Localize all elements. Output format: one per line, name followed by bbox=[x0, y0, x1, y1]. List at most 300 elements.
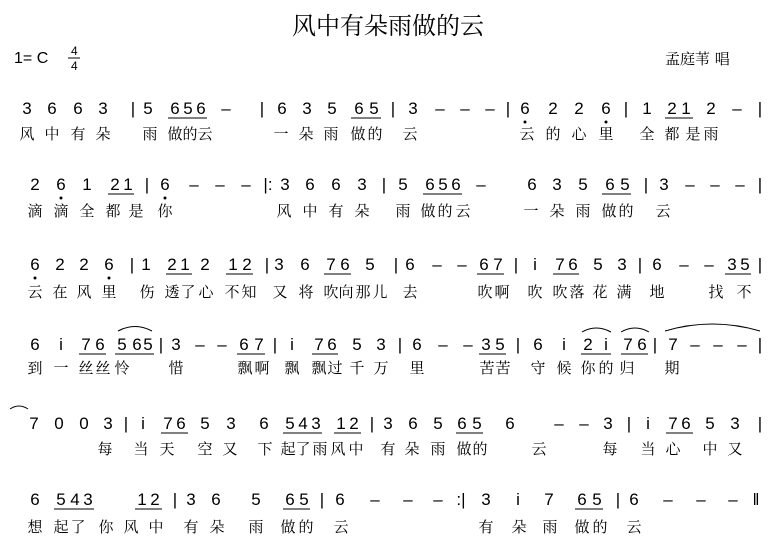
note: 6 bbox=[601, 99, 611, 118]
note: 6 bbox=[527, 175, 537, 194]
lyric: 有 bbox=[183, 518, 199, 536]
note: 7 bbox=[29, 414, 39, 433]
lyric: 花 bbox=[592, 283, 608, 301]
note: 3 bbox=[171, 335, 181, 354]
note: – bbox=[704, 255, 714, 274]
lyric: 的 bbox=[182, 125, 198, 143]
note: 6 bbox=[520, 99, 530, 118]
lyric: 每 bbox=[97, 440, 113, 458]
lyric: 云 bbox=[402, 125, 418, 143]
lyric: 吹 bbox=[527, 283, 543, 301]
lyric: 雨 bbox=[575, 202, 591, 220]
barline: | bbox=[643, 175, 649, 194]
note: 3 bbox=[408, 99, 418, 118]
lyric: 朵 bbox=[404, 440, 420, 458]
note: 2 bbox=[349, 414, 359, 433]
note: 7 bbox=[314, 335, 324, 354]
note: – bbox=[403, 490, 413, 509]
note: 6 bbox=[568, 255, 578, 274]
lyric: 做 bbox=[420, 202, 436, 220]
repeat-start: |: bbox=[263, 175, 273, 194]
note: 5 bbox=[143, 99, 153, 118]
note: 5 bbox=[472, 414, 482, 433]
score-row-2 bbox=[27, 175, 762, 220]
lyric: 有 bbox=[380, 440, 396, 458]
note: 6 bbox=[629, 490, 639, 509]
lyric: 苦 bbox=[495, 359, 511, 377]
note: 1 bbox=[228, 255, 238, 274]
barline: | bbox=[259, 99, 265, 118]
note: i bbox=[604, 335, 608, 354]
low-octave-dot bbox=[60, 197, 63, 200]
barline: | bbox=[757, 99, 763, 118]
time-signature-top: 4 bbox=[71, 44, 78, 58]
note: 6 bbox=[47, 99, 57, 118]
lyric: 都 bbox=[105, 202, 121, 220]
note: 6 bbox=[451, 175, 461, 194]
note: 5 bbox=[352, 335, 362, 354]
note: 7 bbox=[623, 335, 633, 354]
lyric: 风 bbox=[330, 440, 346, 458]
barline: | bbox=[369, 414, 375, 433]
note: 5 bbox=[592, 490, 602, 509]
note: – bbox=[737, 335, 747, 354]
note: 6 bbox=[196, 99, 206, 118]
note: 3 bbox=[186, 490, 196, 509]
note: – bbox=[663, 490, 673, 509]
lyric: 透 bbox=[164, 283, 180, 301]
lyric: 做 bbox=[456, 440, 472, 458]
note: 2 bbox=[150, 490, 160, 509]
note: 3 bbox=[727, 255, 737, 274]
note: 3 bbox=[83, 490, 93, 509]
lyric: 的 bbox=[298, 518, 314, 536]
note: 5 bbox=[740, 255, 750, 274]
note: 3 bbox=[659, 175, 669, 194]
note: 5 bbox=[251, 490, 261, 509]
note: 2 bbox=[574, 99, 584, 118]
tie bbox=[10, 406, 28, 409]
note: 5 bbox=[438, 175, 448, 194]
note: 6 bbox=[340, 255, 350, 274]
note: – bbox=[476, 175, 486, 194]
note: 6 bbox=[577, 490, 587, 509]
note: 6 bbox=[652, 255, 662, 274]
barline: | bbox=[757, 255, 763, 274]
note: 6 bbox=[73, 99, 83, 118]
note: – bbox=[217, 335, 227, 354]
note: 6 bbox=[408, 414, 418, 433]
lyric: 过 bbox=[327, 359, 343, 377]
score-row-1 bbox=[19, 99, 762, 143]
note: 6 bbox=[300, 255, 310, 274]
note: 1 bbox=[123, 175, 133, 194]
lyric: 飘 bbox=[311, 359, 327, 377]
lyric: 的 bbox=[598, 359, 614, 377]
note: 6 bbox=[176, 414, 186, 433]
low-octave-dot bbox=[605, 121, 608, 124]
lyric: 里 bbox=[101, 283, 117, 301]
note: 6 bbox=[425, 175, 435, 194]
lyric: 落 bbox=[569, 283, 585, 301]
note: 5 bbox=[299, 490, 309, 509]
note: 5 bbox=[495, 335, 505, 354]
barline: | bbox=[393, 255, 399, 274]
note: 3 bbox=[280, 175, 290, 194]
lyric: 雨 bbox=[323, 125, 339, 143]
lyric: 一 bbox=[273, 125, 289, 143]
barline: | bbox=[129, 255, 135, 274]
note: – bbox=[370, 490, 380, 509]
note: 5 bbox=[705, 414, 715, 433]
note: 3 bbox=[617, 255, 627, 274]
lyric: 一 bbox=[53, 359, 69, 377]
note: 6 bbox=[533, 335, 543, 354]
final-barline: ‖ bbox=[752, 490, 760, 509]
note: 6 bbox=[285, 490, 295, 509]
note: 1 bbox=[681, 99, 691, 118]
barline: | bbox=[615, 490, 621, 509]
lyric: 啊 bbox=[254, 359, 270, 377]
barline: | bbox=[505, 99, 511, 118]
note: 5 bbox=[327, 99, 337, 118]
lyric: 有 bbox=[478, 518, 494, 536]
lyric: 里 bbox=[409, 359, 425, 377]
note: – bbox=[438, 335, 448, 354]
note: 6 bbox=[331, 175, 341, 194]
note: – bbox=[732, 99, 742, 118]
lyric: 到 bbox=[27, 359, 43, 377]
note: – bbox=[710, 175, 720, 194]
lyric: 朵 bbox=[209, 518, 225, 536]
lyric: 都 bbox=[664, 125, 680, 143]
note: 6 bbox=[327, 335, 337, 354]
key-signature: 1= C bbox=[14, 50, 49, 67]
note: – bbox=[241, 175, 251, 194]
lyric: 云 bbox=[519, 125, 535, 143]
note: 2 bbox=[167, 255, 177, 274]
note: 4 bbox=[298, 414, 308, 433]
slur bbox=[582, 328, 611, 332]
note: 6 bbox=[259, 414, 269, 433]
lyric: 丝 bbox=[78, 359, 94, 377]
note: – bbox=[679, 255, 689, 274]
note: 6 bbox=[457, 414, 467, 433]
lyric: 怜 bbox=[114, 359, 130, 377]
note: 7 bbox=[326, 255, 336, 274]
lyric: 满 bbox=[616, 283, 632, 301]
note: 6 bbox=[239, 335, 249, 354]
note: 6 bbox=[605, 175, 615, 194]
note: 3 bbox=[302, 99, 312, 118]
score-row-4 bbox=[27, 324, 762, 377]
lyric: 云 bbox=[333, 518, 349, 536]
lyric: 又 bbox=[222, 440, 238, 458]
note: 1 bbox=[137, 490, 147, 509]
note: 1 bbox=[642, 99, 652, 118]
lyric: 中 bbox=[44, 125, 60, 143]
note: 3 bbox=[103, 414, 113, 433]
barline: | bbox=[390, 99, 396, 118]
lyric: 伤 bbox=[139, 283, 155, 301]
lyric: 朵 bbox=[354, 202, 370, 220]
note: – bbox=[554, 414, 564, 433]
note: – bbox=[189, 175, 199, 194]
note: 2 bbox=[200, 255, 210, 274]
note: 3 bbox=[376, 335, 386, 354]
lyric: 云 bbox=[655, 202, 671, 220]
barline: | bbox=[652, 335, 658, 354]
note: 3 bbox=[98, 99, 108, 118]
note: 3 bbox=[481, 335, 491, 354]
note: 3 bbox=[226, 414, 236, 433]
lyric: 当 bbox=[133, 440, 149, 458]
note: 6 bbox=[412, 335, 422, 354]
lyric: 全 bbox=[79, 202, 95, 220]
note: 5 bbox=[433, 414, 443, 433]
lyric: 飘 bbox=[284, 359, 300, 377]
note: 5 bbox=[365, 255, 375, 274]
note: 5 bbox=[593, 255, 603, 274]
note: 6 bbox=[479, 255, 489, 274]
lyric: 起 bbox=[53, 518, 69, 536]
note: 2 bbox=[110, 175, 120, 194]
note: 5 bbox=[369, 99, 379, 118]
note: – bbox=[735, 175, 745, 194]
lyric: 的 bbox=[472, 440, 488, 458]
note: 6 bbox=[305, 175, 315, 194]
note: 2 bbox=[706, 99, 716, 118]
note: 3 bbox=[383, 414, 393, 433]
score-row-5 bbox=[10, 406, 762, 458]
barline: | bbox=[123, 414, 129, 433]
note: 6 bbox=[335, 490, 345, 509]
lyric: 在 bbox=[52, 283, 68, 301]
lyric: 空 bbox=[197, 440, 213, 458]
note: 5 bbox=[56, 490, 66, 509]
lyric: 下 bbox=[257, 440, 273, 458]
note: 5 bbox=[183, 99, 193, 118]
lyric: 是 bbox=[128, 202, 144, 220]
note: i bbox=[562, 335, 566, 354]
note: 6 bbox=[132, 335, 142, 354]
singer-credit: 孟庭苇 唱 bbox=[665, 50, 730, 68]
note: 4 bbox=[70, 490, 80, 509]
barline: | bbox=[623, 99, 629, 118]
barline: | bbox=[272, 335, 278, 354]
barline: | bbox=[319, 490, 325, 509]
note: 6 bbox=[637, 335, 647, 354]
note: 6 bbox=[104, 255, 114, 274]
lyric: 做 bbox=[280, 518, 296, 536]
lyric: 的 bbox=[437, 202, 453, 220]
lyric: 每 bbox=[602, 440, 618, 458]
lyric: 心 bbox=[665, 440, 681, 458]
note: 7 bbox=[254, 335, 264, 354]
note: 3 bbox=[22, 99, 32, 118]
lyric: 云 bbox=[531, 440, 547, 458]
note: i bbox=[533, 255, 537, 274]
note: 6 bbox=[56, 175, 66, 194]
note: i bbox=[646, 414, 650, 433]
lyric: 做 bbox=[350, 125, 366, 143]
note: 3 bbox=[311, 414, 321, 433]
lyric: 期 bbox=[664, 359, 680, 377]
lyric: 朵 bbox=[298, 125, 314, 143]
note: – bbox=[433, 490, 443, 509]
barline: | bbox=[757, 335, 763, 354]
note: i bbox=[290, 335, 294, 354]
lyric: 云 bbox=[27, 283, 43, 301]
lyric: 中 bbox=[348, 440, 364, 458]
lyric: 苦 bbox=[479, 359, 495, 377]
lyric: 滴 bbox=[27, 202, 43, 220]
slur bbox=[621, 328, 649, 332]
time-signature-bottom: 4 bbox=[71, 59, 78, 73]
lyric: 风 bbox=[123, 518, 139, 536]
lyric: 起 bbox=[280, 440, 296, 458]
lyric: 朵 bbox=[549, 202, 565, 220]
lyric: 云 bbox=[455, 202, 471, 220]
note: 7 bbox=[493, 255, 503, 274]
lyric: 的 bbox=[592, 518, 608, 536]
note: i bbox=[59, 335, 63, 354]
note: 6 bbox=[170, 99, 180, 118]
note: 2 bbox=[548, 99, 558, 118]
lyric: 云 bbox=[197, 125, 213, 143]
lyric: 儿 bbox=[372, 283, 388, 301]
note: 6 bbox=[30, 335, 40, 354]
note: 7 bbox=[544, 490, 554, 509]
low-octave-dot bbox=[164, 197, 167, 200]
note: 6 bbox=[160, 175, 170, 194]
barline: | bbox=[381, 175, 387, 194]
note: 2 bbox=[55, 255, 65, 274]
note: 2 bbox=[79, 255, 89, 274]
lyric: 心 bbox=[571, 125, 587, 143]
lyric: 惜 bbox=[168, 359, 184, 377]
note: 3 bbox=[730, 414, 740, 433]
lyric: 风 bbox=[76, 283, 92, 301]
note: – bbox=[579, 414, 589, 433]
note: 6 bbox=[95, 335, 105, 354]
note: 6 bbox=[681, 414, 691, 433]
lyric: 里 bbox=[598, 125, 614, 143]
note: 1 bbox=[180, 255, 190, 274]
lyric: 雨 bbox=[142, 125, 158, 143]
note: – bbox=[696, 490, 706, 509]
note: 5 bbox=[285, 414, 295, 433]
lyric: 有 bbox=[328, 202, 344, 220]
lyric: 啊 bbox=[494, 283, 510, 301]
note: – bbox=[685, 175, 695, 194]
note: 5 bbox=[398, 175, 408, 194]
lyric: 丝 bbox=[95, 359, 111, 377]
note: 3 bbox=[274, 255, 284, 274]
lyric: 地 bbox=[649, 283, 665, 301]
lyric: 想 bbox=[27, 518, 43, 536]
note: 3 bbox=[357, 175, 367, 194]
lyric: 万 bbox=[373, 359, 389, 377]
lyric: 风 bbox=[19, 125, 35, 143]
note: 1 bbox=[82, 175, 92, 194]
note: – bbox=[460, 99, 470, 118]
lyric: 你 bbox=[98, 518, 114, 536]
note: 2 bbox=[667, 99, 677, 118]
lyric: 归 bbox=[619, 359, 635, 377]
lyric: 向 bbox=[338, 283, 354, 301]
barline: | bbox=[158, 335, 164, 354]
lyric: 不 bbox=[224, 283, 240, 301]
lyric: 吹 bbox=[552, 283, 568, 301]
lyric: 知 bbox=[241, 283, 257, 301]
note: – bbox=[728, 490, 738, 509]
lyric: 风 bbox=[276, 202, 292, 220]
note: 5 bbox=[200, 414, 210, 433]
note: 5 bbox=[620, 175, 630, 194]
lyric: 的 bbox=[367, 125, 383, 143]
note: 3 bbox=[603, 414, 613, 433]
barline: | bbox=[515, 335, 521, 354]
lyric: 守 bbox=[530, 359, 546, 377]
note: 7 bbox=[668, 335, 678, 354]
lyric: 你 bbox=[580, 359, 596, 377]
lyric: 中 bbox=[702, 440, 718, 458]
lyric: 将 bbox=[298, 283, 314, 301]
note: 7 bbox=[163, 414, 173, 433]
lyric: 飘 bbox=[237, 359, 253, 377]
low-octave-dot bbox=[108, 277, 111, 280]
lyric: 雨 bbox=[312, 440, 328, 458]
note: 1 bbox=[336, 414, 346, 433]
lyric: 那 bbox=[355, 283, 371, 301]
note: 3 bbox=[552, 175, 562, 194]
note: – bbox=[690, 335, 700, 354]
lyric: 了 bbox=[295, 440, 311, 458]
low-octave-dot bbox=[524, 121, 527, 124]
note: 2 bbox=[30, 175, 40, 194]
note: – bbox=[457, 255, 467, 274]
lyric: 了 bbox=[180, 283, 196, 301]
barline: | bbox=[637, 255, 643, 274]
lyric: 吹 bbox=[323, 283, 339, 301]
note: 6 bbox=[277, 99, 287, 118]
barline: | bbox=[626, 414, 632, 433]
note: 1 bbox=[141, 255, 151, 274]
note: – bbox=[713, 335, 723, 354]
lyric: 的 bbox=[545, 125, 561, 143]
lyric: 你 bbox=[157, 202, 173, 220]
lyric: 当 bbox=[640, 440, 656, 458]
note: 5 bbox=[117, 335, 127, 354]
note: 7 bbox=[81, 335, 91, 354]
note: i bbox=[141, 414, 145, 433]
lyric: 心 bbox=[198, 283, 214, 301]
lyric: 雨 bbox=[542, 518, 558, 536]
note: 5 bbox=[578, 175, 588, 194]
note: 7 bbox=[668, 414, 678, 433]
lyric: 是 bbox=[685, 125, 701, 143]
lyric: 不 bbox=[736, 283, 752, 301]
lyric: 天 bbox=[159, 440, 175, 458]
lyric: 做 bbox=[167, 125, 183, 143]
lyric: 千 bbox=[349, 359, 365, 377]
note: – bbox=[463, 335, 473, 354]
lyric: 中 bbox=[148, 518, 164, 536]
note: – bbox=[195, 335, 205, 354]
lyric: 有 bbox=[70, 125, 86, 143]
lyric: 了 bbox=[70, 518, 86, 536]
